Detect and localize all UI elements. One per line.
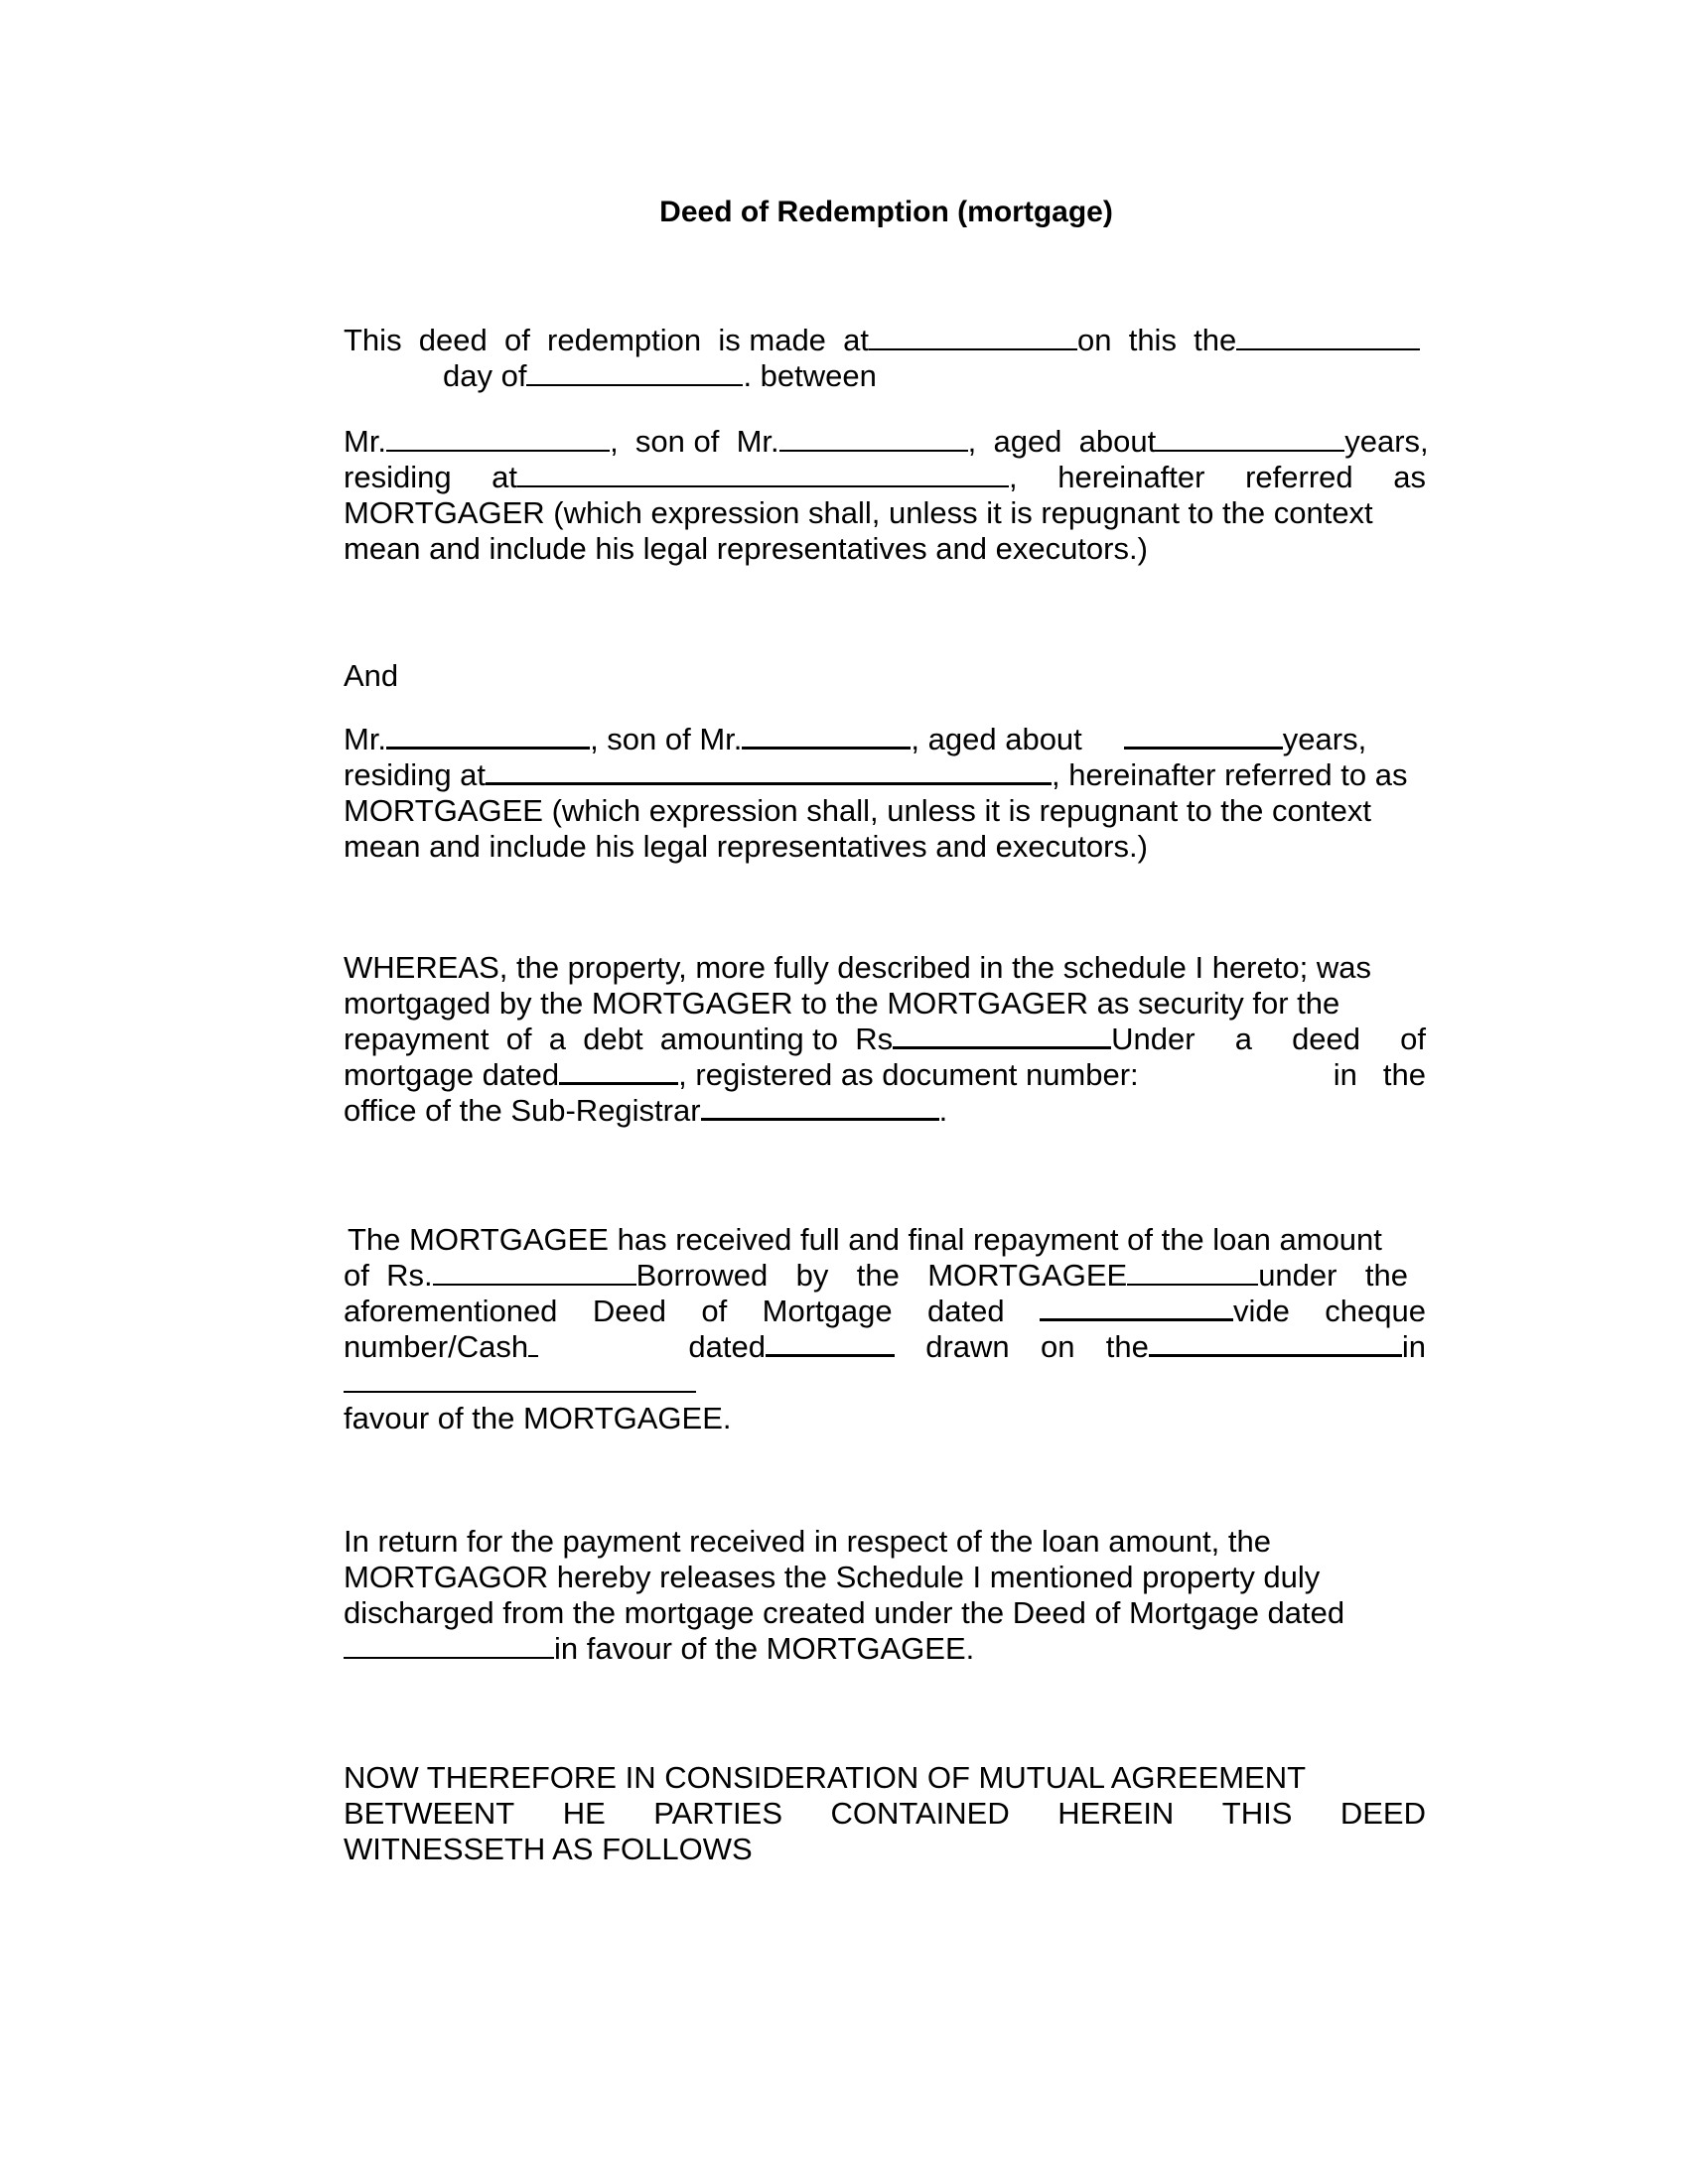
repayment-text: of — [701, 1294, 728, 1328]
now-therefore-text: DEED — [1339, 1796, 1426, 1831]
whereas-line-3 — [344, 1022, 1426, 1057]
intro-text: day of — [443, 358, 527, 393]
release-line-2: MORTGAGOR hereby releases the Schedule I mentioned property duly — [344, 1560, 1321, 1594]
mortgagee-text: , hereinafter referred to as — [1052, 757, 1408, 792]
now-therefore-line-3: WITNESSETH AS FOLLOWS — [344, 1832, 753, 1866]
whereas-text: the — [1382, 1057, 1426, 1092]
mortgager-text: , — [1009, 460, 1018, 494]
and-label: And — [344, 658, 399, 693]
whereas-line-1: WHEREAS, the property, more fully described in the schedule I hereto; was — [344, 950, 1371, 985]
repayment-line-4 — [344, 1329, 1426, 1365]
document-title: Deed of Redemption (mortgage) — [659, 196, 1113, 228]
repayment-text: cheque — [1325, 1294, 1426, 1328]
release-date-blank[interactable] — [344, 1633, 554, 1659]
mortgager-line-2 — [344, 460, 1426, 495]
repayment-line-1: The MORTGAGEE has received full and final repayment of the loan amount — [348, 1222, 1382, 1257]
whereas-line-4 — [344, 1057, 1426, 1093]
mortgagee-text: residing at — [344, 757, 487, 792]
repayment-text: in — [1401, 1329, 1426, 1364]
repayment-text: MORTGAGEE — [927, 1258, 1128, 1293]
cheque-date-blank[interactable] — [766, 1330, 895, 1357]
repayment-text: drawn — [925, 1329, 1010, 1364]
whereas-paragraph — [344, 950, 1426, 1129]
intro-text: on this the — [1077, 323, 1237, 357]
mortgage-date-blank[interactable] — [559, 1058, 678, 1085]
loan-amount-blank[interactable] — [433, 1260, 636, 1286]
now-therefore-line-2 — [344, 1796, 1426, 1832]
mortgagee-address-blank[interactable] — [486, 758, 1052, 785]
intro-text: This deed of redemption is made at — [344, 323, 869, 357]
mortgager-text: Mr. — [344, 424, 387, 459]
mortgager-text: referred — [1245, 460, 1353, 494]
whereas-text: a — [1234, 1022, 1252, 1056]
mortgager-line-3: MORTGAGER (which expression shall, unless it is repugnant to the context — [344, 495, 1373, 530]
intro-paragraph — [344, 323, 1426, 394]
mortgagee-line-4: mean and include his legal representatives and executors.) — [344, 829, 1148, 864]
mortgager-address-blank[interactable] — [517, 462, 1009, 487]
cheque-detail-blank[interactable] — [344, 1367, 696, 1393]
whereas-text: , registered as document number: — [678, 1057, 1139, 1092]
repayment-text: under — [1258, 1258, 1337, 1293]
whereas-text: deed — [1292, 1022, 1361, 1056]
repayment-text: Deed — [592, 1294, 666, 1328]
repayment-line-5 — [344, 1365, 1426, 1401]
now-therefore-paragraph — [344, 1760, 1426, 1867]
now-therefore-line-1: NOW THEREFORE IN CONSIDERATION OF MUTUAL AGREEMENT — [344, 1760, 1307, 1795]
day-blank[interactable] — [1236, 325, 1420, 350]
release-paragraph — [344, 1524, 1426, 1667]
mortgagee-age-blank[interactable] — [1124, 723, 1283, 750]
repayment-text: aforementioned — [344, 1294, 558, 1328]
whereas-text: of — [1400, 1022, 1426, 1056]
mortgagee-line-3: MORTGAGEE (which expression shall, unless it is repugnant to the context — [344, 793, 1371, 828]
place-blank[interactable] — [869, 325, 1077, 350]
repayment-paragraph — [344, 1222, 1426, 1436]
now-therefore-text: CONTAINED — [830, 1796, 1010, 1831]
mortgager-paragraph — [344, 424, 1429, 567]
mortgager-text: residing — [344, 460, 452, 494]
whereas-text: repayment of a debt amounting to Rs — [344, 1022, 894, 1056]
mortgagee-text: , aged about — [911, 722, 1082, 756]
intro-line-2 — [344, 358, 1426, 394]
mortgagee-name-blank[interactable] — [386, 723, 590, 750]
mortgager-text: , son of Mr. — [610, 424, 779, 459]
mortgager-text: as — [1393, 460, 1426, 494]
repayment-line-3 — [344, 1294, 1426, 1329]
whereas-text: Under — [1111, 1022, 1196, 1056]
now-therefore-text: HEREIN — [1057, 1796, 1175, 1831]
now-therefore-text: THIS — [1221, 1796, 1293, 1831]
release-line-1: In return for the payment received in respect of the loan amount, the — [344, 1524, 1271, 1559]
mortgagee-line-1 — [344, 722, 1426, 757]
repayment-text: of Rs. — [344, 1258, 433, 1293]
intro-text: . between — [743, 358, 877, 393]
deed-date-blank[interactable] — [1040, 1295, 1233, 1321]
mortgagee-text: , son of Mr. — [590, 722, 743, 756]
mortgager-age-blank[interactable] — [1156, 426, 1344, 452]
release-line-4 — [344, 1631, 1426, 1667]
mortgager-name-blank[interactable] — [386, 426, 610, 452]
repayment-text: vide — [1232, 1294, 1290, 1328]
repayment-text: dated — [688, 1329, 766, 1364]
mortgagee-text: years, — [1282, 722, 1367, 756]
repayment-line-2 — [344, 1258, 1426, 1294]
mortgager-text: years, — [1344, 424, 1429, 459]
borrowed-blank[interactable] — [1127, 1260, 1258, 1286]
repayment-text: the — [1364, 1258, 1408, 1293]
cheque-number-blank[interactable] — [528, 1331, 538, 1357]
repayment-text: Borrowed — [635, 1258, 769, 1293]
whereas-text: mortgage dated — [344, 1057, 560, 1092]
mortgagee-paragraph — [344, 722, 1426, 865]
repayment-text: the — [1105, 1329, 1149, 1364]
mortgager-text: at — [492, 460, 518, 494]
mortgager-text: , aged about — [967, 424, 1157, 459]
mortgagee-text: Mr. — [344, 722, 387, 756]
now-therefore-text: BETWEENT — [344, 1796, 515, 1831]
whereas-text: . — [938, 1093, 948, 1128]
mortgager-line-1 — [344, 424, 1429, 460]
whereas-line-2: mortgaged by the MORTGAGER to the MORTGAGER as security for the — [344, 986, 1340, 1021]
debt-amount-blank[interactable] — [893, 1023, 1111, 1049]
repayment-text: on — [1040, 1329, 1075, 1364]
repayment-text: number/Cash — [344, 1329, 529, 1364]
mortgagee-father-blank[interactable] — [742, 723, 911, 750]
repayment-text: by — [795, 1258, 829, 1293]
release-line-3: discharged from the mortgage created under the Deed of Mortgage dated — [344, 1595, 1345, 1630]
now-therefore-text: HE — [562, 1796, 606, 1831]
mortgagee-line-2 — [344, 757, 1426, 793]
now-therefore-text: PARTIES — [653, 1796, 783, 1831]
repayment-text: Mortgage — [762, 1294, 893, 1328]
month-blank[interactable] — [526, 360, 743, 386]
bank-name-blank[interactable] — [1149, 1330, 1402, 1357]
mortgager-father-blank[interactable] — [779, 426, 968, 452]
intro-line-1 — [344, 323, 1426, 358]
whereas-text: office of the Sub-Registrar — [344, 1093, 701, 1128]
whereas-text: in — [1333, 1057, 1357, 1092]
whereas-line-5 — [344, 1093, 1426, 1129]
release-text: in favour of the MORTGAGEE. — [554, 1631, 975, 1666]
mortgager-line-4: mean and include his legal representatives and executors.) — [344, 531, 1148, 566]
repayment-text: the — [856, 1258, 900, 1293]
sub-registrar-blank[interactable] — [701, 1094, 939, 1121]
mortgager-text: hereinafter — [1057, 460, 1205, 494]
repayment-line-6: favour of the MORTGAGEE. — [344, 1401, 732, 1435]
repayment-text: dated — [927, 1294, 1005, 1328]
